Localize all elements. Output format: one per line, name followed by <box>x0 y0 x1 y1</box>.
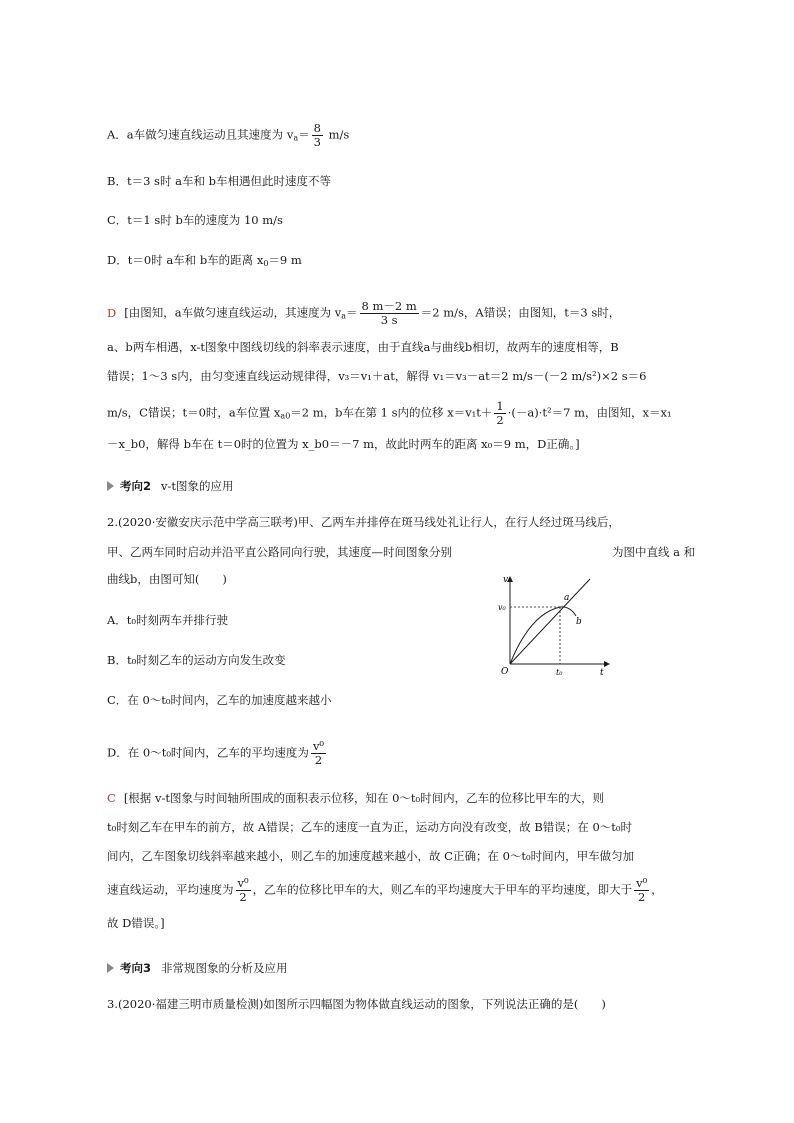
curve-b <box>510 607 576 664</box>
q2-option-b: B．t₀时刻乙车的运动方向发生改变 <box>107 653 286 667</box>
triangle-bullet-icon <box>107 481 114 491</box>
line-a-label: a <box>564 593 570 603</box>
q1-explanation-line4: m/s，C错误；t＝0时，a车位置 $x_{a0}=2$ m，b车在第 1 s内的位移 x＝v₁t＋ $\frac{1}{2}$ ·(－a)·t²＝7 m，由图知，x＝x₁ <box>107 399 672 427</box>
origin-label: O <box>501 667 509 676</box>
fraction: $\frac{\text{v⁰}}{2}$ <box>237 876 249 904</box>
vt-graph <box>490 576 610 676</box>
q2-explanation-line1: C [根据 v-t图象与时间轴所围成的面积表示位移，知在 0～t₀时间内，乙车的位移比甲车的大，则 <box>107 791 605 805</box>
fraction: $\frac{8 m-2 m}{3 s}$ <box>361 299 417 327</box>
section-heading-3: 考向3 非常规图象的分析及应用 <box>107 960 288 976</box>
curve-b-label: b <box>576 617 582 627</box>
q2-explanation-line4: 速直线运动，平均速度为 $\frac{\text{v⁰}}{2}$ ，乙车的位移比甲车的大，则乙车的平均速度大于甲车的平均速度，即大于 $\frac{\text{v⁰}}{2}$ ， <box>107 876 663 904</box>
q1-option-a: A．a车做匀速直线运动且其速度为 $v_a=$ $\frac{8}{3}$ m/s <box>107 121 350 149</box>
q3-stem: 3.(2020·福建三明市质量检测)如图所示四幅图为物体做直线运动的图象，下列说法正确的是( ) <box>107 997 606 1011</box>
v-axis-label: v <box>503 576 509 585</box>
q2-option-d: D．在 0～t₀时间内，乙车的平均速度为 $\frac{\text{v⁰}}{2}$ <box>107 739 325 767</box>
section-heading-2: 考向2 v-t图象的应用 <box>107 478 234 494</box>
q2-stem-line3: 曲线b，由图可知( ) <box>107 572 227 586</box>
v0-label: v₀ <box>498 603 506 612</box>
q1-option-c: C．t＝1 s时 b车的速度为 10 m/s <box>107 213 283 227</box>
q2-option-a: A．t₀时刻两车并排行驶 <box>107 613 229 627</box>
q2-stem-line1: 2.(2020·安徽安庆示范中学高三联考)甲、乙两车并排停在斑马线处礼让行人，在行人经过斑马线后， <box>107 515 620 529</box>
t-axis-label: t <box>600 668 604 676</box>
q2-explanation-line3: 间内，乙车图象切线斜率越来越小，则乙车的加速度越来越小，故 C正确；在 0～t₀时间内，甲车做匀加 <box>107 849 635 863</box>
q1-explanation-line2: a、b两车相遇，x-t图象中图线切线的斜率表示速度，由于直线a与曲线b相切，故两车的速度相等，B <box>107 340 619 354</box>
fraction: $\frac{1}{2}$ <box>496 399 504 427</box>
q2-option-c: C．在 0～t₀时间内，乙车的加速度越来越小 <box>107 693 332 707</box>
triangle-bullet-icon <box>107 963 114 973</box>
t0-label: t₀ <box>556 668 563 676</box>
q1-option-d: D．t＝0时 a车和 b车的距离 $x_0=9$ m <box>107 253 302 268</box>
q2-explanation-line5: 故 D错误。] <box>107 916 165 930</box>
q1-option-b: B．t＝3 s时 a车和 b车相遇但此时速度不等 <box>107 174 331 188</box>
t-axis-arrow-icon <box>604 661 610 667</box>
answer-letter: C <box>107 791 116 805</box>
fraction: $\frac{\text{v⁰}}{2}$ <box>312 739 325 767</box>
fraction: $\frac{\text{v⁰}}{2}$ <box>636 876 648 904</box>
answer-letter: D <box>107 305 117 320</box>
q2-stem-line2a: 甲、乙两车同时启动并沿平直公路同向行驶，其速度—时间图象分别 <box>107 545 452 559</box>
q2-explanation-line2: t₀时刻乙车在甲车的前方，故 A错误；乙车的速度一直为正，运动方向没有改变，故 B错误；在 0～t₀时 <box>107 820 632 834</box>
q2-stem-line2b: 为图中直线 a 和 <box>612 545 696 559</box>
q1-explanation-line5: －x_b0，解得 b车在 t＝0时的位置为 x_b0＝－7 m，故此时两车的距离 x₀＝9 m，D正确。] <box>107 437 580 451</box>
q1-explanation-line1: D [由图知，a车做匀速直线运动，其速度为 $v_a=$ $\frac{8 m-2 m}{3 s}$ ＝2 m/s，A错误；由图知，t＝3 s时， <box>107 299 621 327</box>
fraction: $\frac{8}{3}$ <box>313 121 321 149</box>
q1-explanation-line3: 错误；1～3 s内，由匀变速直线运动规律得，v₃＝v₁＋at，解得 v₁＝v₃－at＝2 m/s－(－2 m/s²)×2 s＝6 <box>107 369 647 383</box>
